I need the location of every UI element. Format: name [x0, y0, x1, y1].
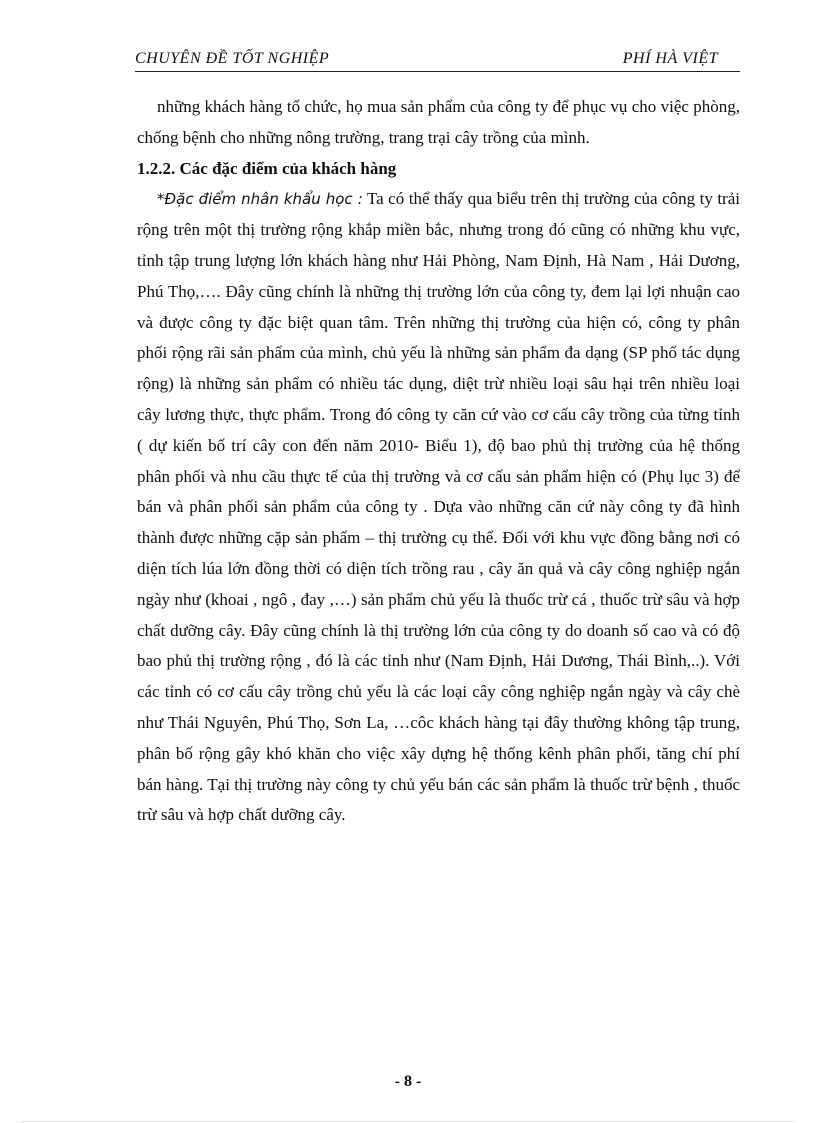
paragraph-customers: những khách hàng tổ chức, họ mua sản phẩm của công ty để phục vụ cho việc phòng, chống bệnh cho những nông trường, trang trại cây trồng của mình.	[137, 97, 740, 147]
page-header	[135, 49, 740, 72]
paragraph-demographics	[137, 184, 740, 831]
section-heading: 1.2.2. Các đặc điểm của khách hàng	[137, 158, 397, 178]
page-number: - 8 -	[394, 1073, 422, 1090]
paragraph-text: Ta có thể thấy qua biểu trên thị trường của công ty trải rộng trên một thị trường rộng khắp miền bắc, nhưng trong đó cũng có những khu vực, tỉnh tập trung lượng lớn khách hàng như Hải Phòng, Nam Định, Hà Nam , Hải Dương, Phú Thọ,…. Đây cũng chính là những thị trường lớn của công ty, đem lại lợi nhuận cao và được công ty đặc biệt quan tâm. Trên những thị trường của hiện có, công ty phân phối rộng rãi sản phẩm của mình, chủ yếu là những sản phẩm đa dạng (SP phổ tác dụng rộng) là những sản phẩm có nhiều tác dụng, diệt trừ nhiều loại sâu hại trên nhiều loại cây lương thực, thực phẩm. Trong đó công ty căn cứ vào cơ cấu cây trồng của từng tỉnh ( dự kiến bố trí cây con đến năm 2010- Biểu 1), độ bao phủ thị trường của hệ thống phân phối và nhu cầu thực tế của thị trường và cơ cấu sản phẩm hiện có (Phụ lục 3) để bán và phân phối sản phẩm của công ty . Dựa vào những căn cứ này công ty đã hình thành được những cặp sản phẩm – thị trường cụ thể. Đối với khu vực đồng bằng nơi có diện tích lúa lớn đồng thời có diện tích trồng rau , cây ăn quả và cây công nghiệp ngắn ngày như (khoai , ngô , đay ,…) sản phẩm chủ yếu là thuốc trừ cá , thuốc trừ sâu và hợp chất dưỡng cây. Đây cũng chính là thị trường lớn của công ty do doanh số cao và có độ bao phủ thị trường rộng , đó là các tỉnh như (Nam Định, Hải Dương, Thái Bình,..). Với các tỉnh có cơ cấu cây trồng chủ yếu là các loại cây công nghiệp ngắn ngày và cây chè như Thái Nguyên, Phú Thọ, Sơn La, …côc khách hàng tại đây thường không tập trung, phân bố rộng gây khó khăn cho việc xây dựng hệ thống kênh phân phối, tăng chí phí bán hàng. Tại thị trường này công ty chủ yếu bán các sản phẩm là thuốc trừ bệnh , thuốc trừ sâu và hợp chất dưỡng cây.	[137, 189, 740, 825]
document-body	[137, 92, 740, 831]
paragraph-lead: *Đặc điểm nhân khẩu học :	[157, 190, 363, 209]
header-author: PHÍ HÀ VIỆT	[622, 50, 718, 67]
page-bottom-divider	[22, 1121, 794, 1122]
header-document-title: CHUYÊN ĐỀ TỐT NGHIỆP	[135, 50, 330, 67]
